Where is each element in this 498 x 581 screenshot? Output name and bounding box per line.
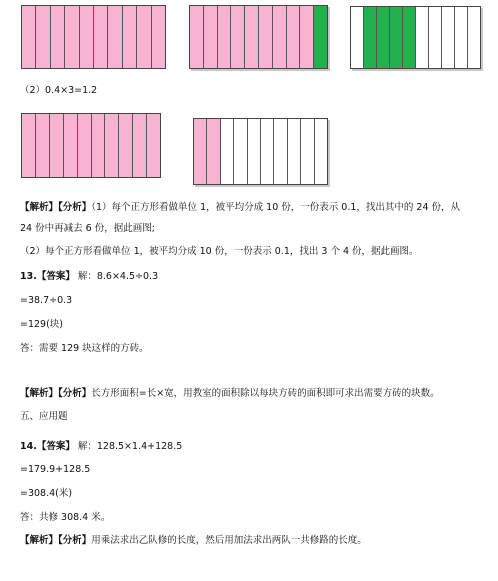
strip-cell-white (261, 119, 274, 184)
strip-cell-pink (51, 6, 65, 68)
strip-cell-white (442, 7, 455, 68)
analysis-tag: 【解析】【分析】 (20, 202, 92, 213)
strip-cell-white (221, 119, 234, 184)
analysis-13-line (20, 387, 440, 401)
strip-cell-pink (36, 6, 50, 68)
strip-cell-white (301, 119, 314, 184)
strip-cell-white (351, 7, 364, 68)
analysis-tag: 【解析】【分析】 (20, 535, 92, 546)
strip-cell-pink (204, 6, 218, 68)
figure-1 (21, 5, 166, 69)
strip-cell-green (377, 7, 390, 68)
section-5-heading: 五、应用题 (20, 411, 68, 422)
strip-cell-green (403, 7, 416, 68)
strip-cell-pink (194, 119, 207, 184)
strip-cell-pink (36, 114, 50, 177)
figure-4 (21, 113, 161, 178)
strip-cell-green (390, 7, 403, 68)
strip-cell-pink (50, 114, 64, 177)
strip-cell-pink (119, 114, 133, 177)
q13-text: 解：8.6×4.5÷0.3 (74, 271, 159, 282)
strip-cell-white (455, 7, 468, 68)
analysis-text: 用乘法求出乙队修的长度，然后用加法求出两队一共修路的长度。 (91, 535, 367, 546)
strip-cell-pink (259, 6, 273, 68)
q14-line-4: 答：共修 308.4 米。 (20, 512, 111, 523)
q14-text: 解：128.5×1.4+128.5 (74, 441, 183, 452)
figure-2 (189, 5, 328, 69)
strip-cell-pink (133, 114, 147, 177)
analysis-1-line-2: 24 份中再减去 6 份，据此画图; (20, 223, 155, 234)
q14-answer-line (20, 440, 182, 454)
q14-line-3: =308.4(米) (20, 488, 73, 499)
strip-cell-pink (108, 6, 122, 68)
strip-cell-white (429, 7, 442, 68)
strip-cell-pink (218, 6, 232, 68)
strip-cell-pink (80, 6, 94, 68)
strip-cell-pink (22, 114, 36, 177)
figure-3 (350, 6, 481, 69)
strip-cell-pink (137, 6, 151, 68)
strip-cell-white (468, 7, 480, 68)
strip-cell-pink (92, 114, 106, 177)
strip-cell-white (248, 119, 261, 184)
strip-cell-pink (94, 6, 108, 68)
strip-cell-pink (105, 114, 119, 177)
q13-line-4: 答：需要 129 块这样的方砖。 (20, 343, 149, 354)
strip-cell-pink (152, 6, 165, 68)
strip-cell-pink (273, 6, 287, 68)
strip-cell-white (416, 7, 429, 68)
analysis-1-line-1 (20, 201, 460, 215)
analysis-text: 长方形面积=长×宽，用教室的面积除以每块方砖的面积即可求出需要方砖的块数。 (91, 388, 440, 399)
strip-cell-pink (65, 6, 79, 68)
strip-cell-pink (147, 114, 160, 177)
strip-cell-white (315, 119, 327, 184)
strip-cell-pink (231, 6, 245, 68)
q2-line: （2）0.4×3=1.2 (20, 85, 98, 96)
figure-5 (193, 118, 328, 185)
q14-tag: 14.【答案】 (20, 441, 75, 452)
q13-line-2: =38.7÷0.3 (20, 295, 73, 306)
analysis-14-line (20, 534, 367, 548)
strip-cell-green (314, 6, 327, 68)
strip-cell-green (364, 7, 377, 68)
strip-cell-white (274, 119, 287, 184)
strip-cell-pink (190, 6, 204, 68)
q14-line-2: =179.9+128.5 (20, 464, 91, 475)
strip-cell-pink (64, 114, 78, 177)
analysis-1-line-3: （2）每个正方形看做单位 1，被平均分成 10 份，一份表示 0.1，找出 3 个 4 份，据此画图。 (20, 246, 419, 257)
analysis-tag: 【解析】【分析】 (20, 388, 92, 399)
strip-cell-pink (78, 114, 92, 177)
strip-cell-pink (287, 6, 301, 68)
strip-cell-white (288, 119, 301, 184)
q13-tag: 13.【答案】 (20, 271, 75, 282)
strip-cell-pink (245, 6, 259, 68)
q13-line-3: =129(块) (20, 319, 64, 330)
strip-cell-white (234, 119, 247, 184)
q13-answer-line (20, 270, 158, 284)
strip-cell-pink (22, 6, 36, 68)
strip-cell-pink (300, 6, 314, 68)
strip-cell-pink (207, 119, 220, 184)
analysis-text: （1）每个正方形看做单位 1，被平均分成 10 份，一份表示 0.1，找出其中的 24 份，从 (91, 202, 461, 213)
strip-cell-pink (123, 6, 137, 68)
